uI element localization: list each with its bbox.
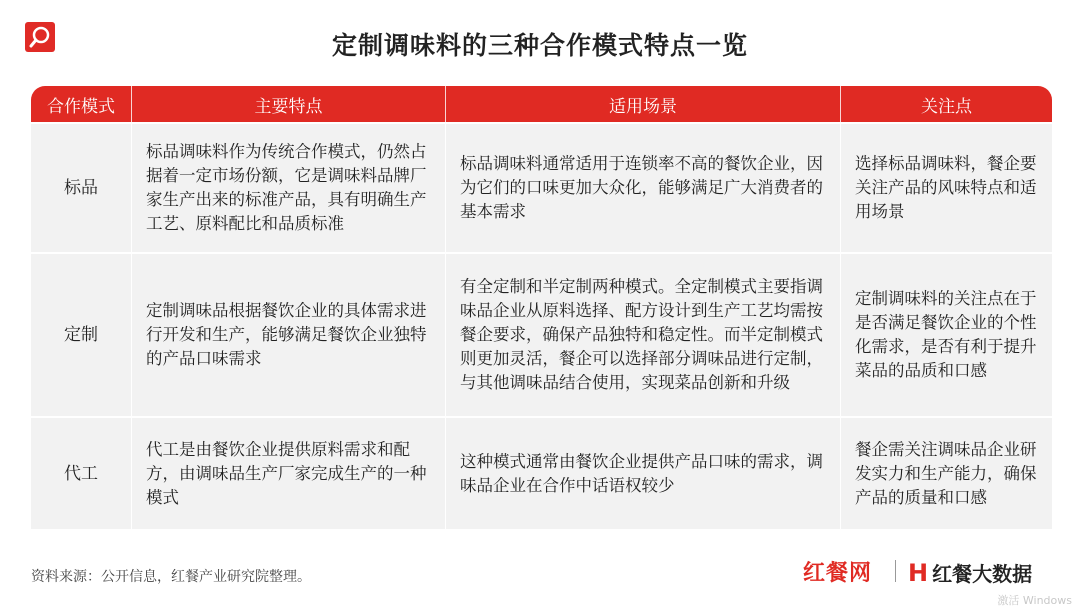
cell-scenario: 有全定制和半定制两种模式。全定制模式主要指调味品企业从原料选择、配方设计到生产工艺均需按餐企要求，确保产品独特和稳定性。而半定制模式则更加灵活，餐企可以选择部分调味品进行定制，与其他调味品结合使用，实现菜品创新和升级 (445, 252, 840, 416)
cell-features: 代工是由餐饮企业提供原料需求和配方，由调味品生产厂家完成生产的一种模式 (131, 416, 445, 529)
table-row (31, 252, 1052, 416)
cell-features: 标品调味料作为传统合作模式，仍然占据着一定市场份额，它是调味料品牌厂家生产出来的标准产品，具有明确生产工艺、原料配比和品质标准 (131, 122, 445, 252)
table-row (31, 416, 1052, 529)
source-note: 资料来源：公开信息，红餐产业研究院整理。 (31, 569, 311, 585)
brand-logo-bigdata (908, 558, 1032, 587)
header-scenario: 适用场景 (445, 86, 840, 122)
os-activation-watermark: 激活 Windows (997, 594, 1072, 607)
cell-focus: 选择标品调味料，餐企要关注产品的风味特点和适用场景 (840, 122, 1052, 252)
header-features: 主要特点 (131, 86, 445, 122)
cell-mode: 定制 (31, 252, 131, 416)
bigdata-logo-icon: H (908, 558, 929, 587)
cell-scenario: 这种模式通常由餐饮企业提供产品口味的需求，调味品企业在合作中话语权较少 (445, 416, 840, 529)
table-row (31, 122, 1052, 252)
header-focus: 关注点 (840, 86, 1052, 122)
comparison-table (31, 86, 1052, 529)
cell-scenario: 标品调味料通常适用于连锁率不高的餐饮企业，因为它们的口味更加大众化，能够满足广大消费者的基本需求 (445, 122, 840, 252)
brand-logo-hongcan: 红餐网 (803, 561, 873, 586)
cell-mode: 标品 (31, 122, 131, 252)
table-header (31, 86, 1052, 122)
brand-divider (895, 560, 896, 582)
cell-focus: 餐企需关注调味品企业研发实力和生产能力，确保产品的质量和口感 (840, 416, 1052, 529)
brand-bigdata-label: 红餐大数据 (932, 562, 1033, 586)
cell-features: 定制调味品根据餐饮企业的具体需求进行开发和生产，能够满足餐饮企业独特的产品口味需求 (131, 252, 445, 416)
cell-focus: 定制调味料的关注点在于是否满足餐饮企业的个性化需求，是否有利于提升菜品的品质和口感 (840, 252, 1052, 416)
page-title: 定制调味料的三种合作模式特点一览 (331, 31, 748, 60)
cell-mode: 代工 (31, 416, 131, 529)
header-mode: 合作模式 (47, 96, 115, 117)
